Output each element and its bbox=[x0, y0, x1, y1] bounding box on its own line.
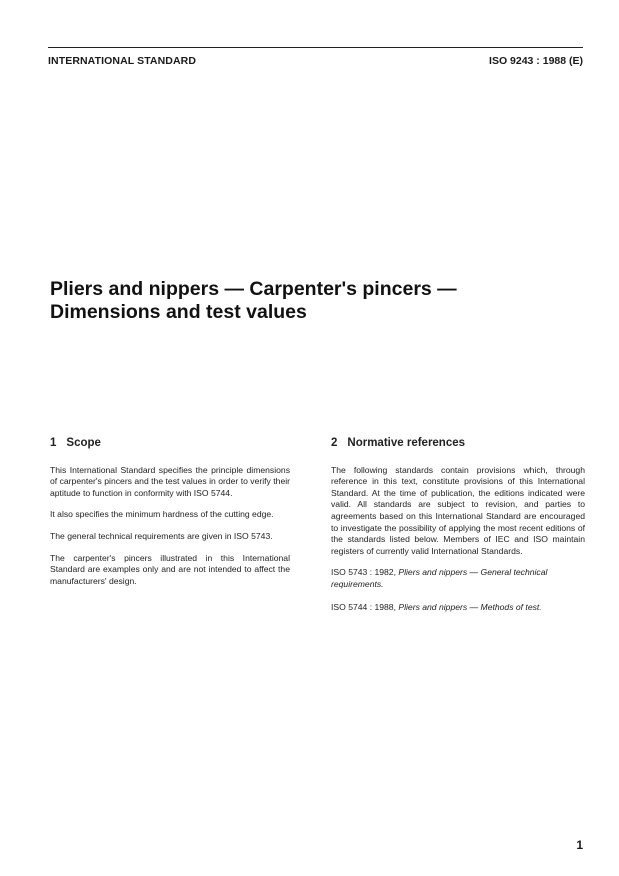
title-line-2: Dimensions and test values bbox=[50, 301, 307, 323]
reference-item bbox=[331, 602, 585, 614]
scope-heading bbox=[50, 438, 290, 450]
document-type-label: INTERNATIONAL STANDARD bbox=[48, 55, 197, 67]
header-rule bbox=[48, 47, 583, 48]
scope-number: 1 bbox=[50, 437, 57, 449]
title-line-1: Pliers and nippers — Carpenter's pincers — bbox=[50, 278, 457, 300]
reference-code: ISO 5744 : 1988, bbox=[331, 601, 396, 612]
references-number: 2 bbox=[331, 437, 338, 449]
references-section bbox=[331, 438, 585, 624]
reference-code: ISO 5743 : 1982, bbox=[331, 567, 396, 578]
scope-section bbox=[50, 438, 290, 597]
scope-paragraph: The general technical requirements are given in ISO 5743. bbox=[50, 530, 273, 541]
references-intro: The following standards contain provisions which, through reference in this text, constitute provisions of this International Standard. At the time of publication, the editions indicated were valid. All standards are subject to revision, and parties to agreements based on this International Standard are encouraged to investigate the possibility of applying the most recent editions of the standards listed below. Members of IEC and ISO maintain registers of currently valid International Standards. bbox=[331, 464, 585, 556]
document-title bbox=[50, 278, 590, 324]
scope-paragraph: This International Standard specifies the principle dimensions of carpenter's pincers and the test values in order to verify their aptitude to function in conformity with ISO 5744. bbox=[50, 464, 290, 498]
scope-title: Scope bbox=[66, 437, 101, 449]
reference-title: Pliers and nippers — Methods of test. bbox=[398, 601, 542, 612]
reference-title: Pliers and nippers — General technical requirements. bbox=[331, 567, 548, 589]
references-title: Normative references bbox=[347, 437, 466, 449]
scope-paragraph: It also specifies the minimum hardness of the cutting edge. bbox=[50, 509, 274, 520]
page-number: 1 bbox=[576, 838, 583, 852]
references-heading bbox=[331, 438, 585, 450]
scope-paragraph: The carpenter's pincers illustrated in this International Standard are examples only and are not intended to affect the manufacturers' design. bbox=[50, 552, 290, 586]
reference-item bbox=[331, 567, 585, 590]
standard-number: ISO 9243 : 1988 (E) bbox=[489, 55, 583, 67]
